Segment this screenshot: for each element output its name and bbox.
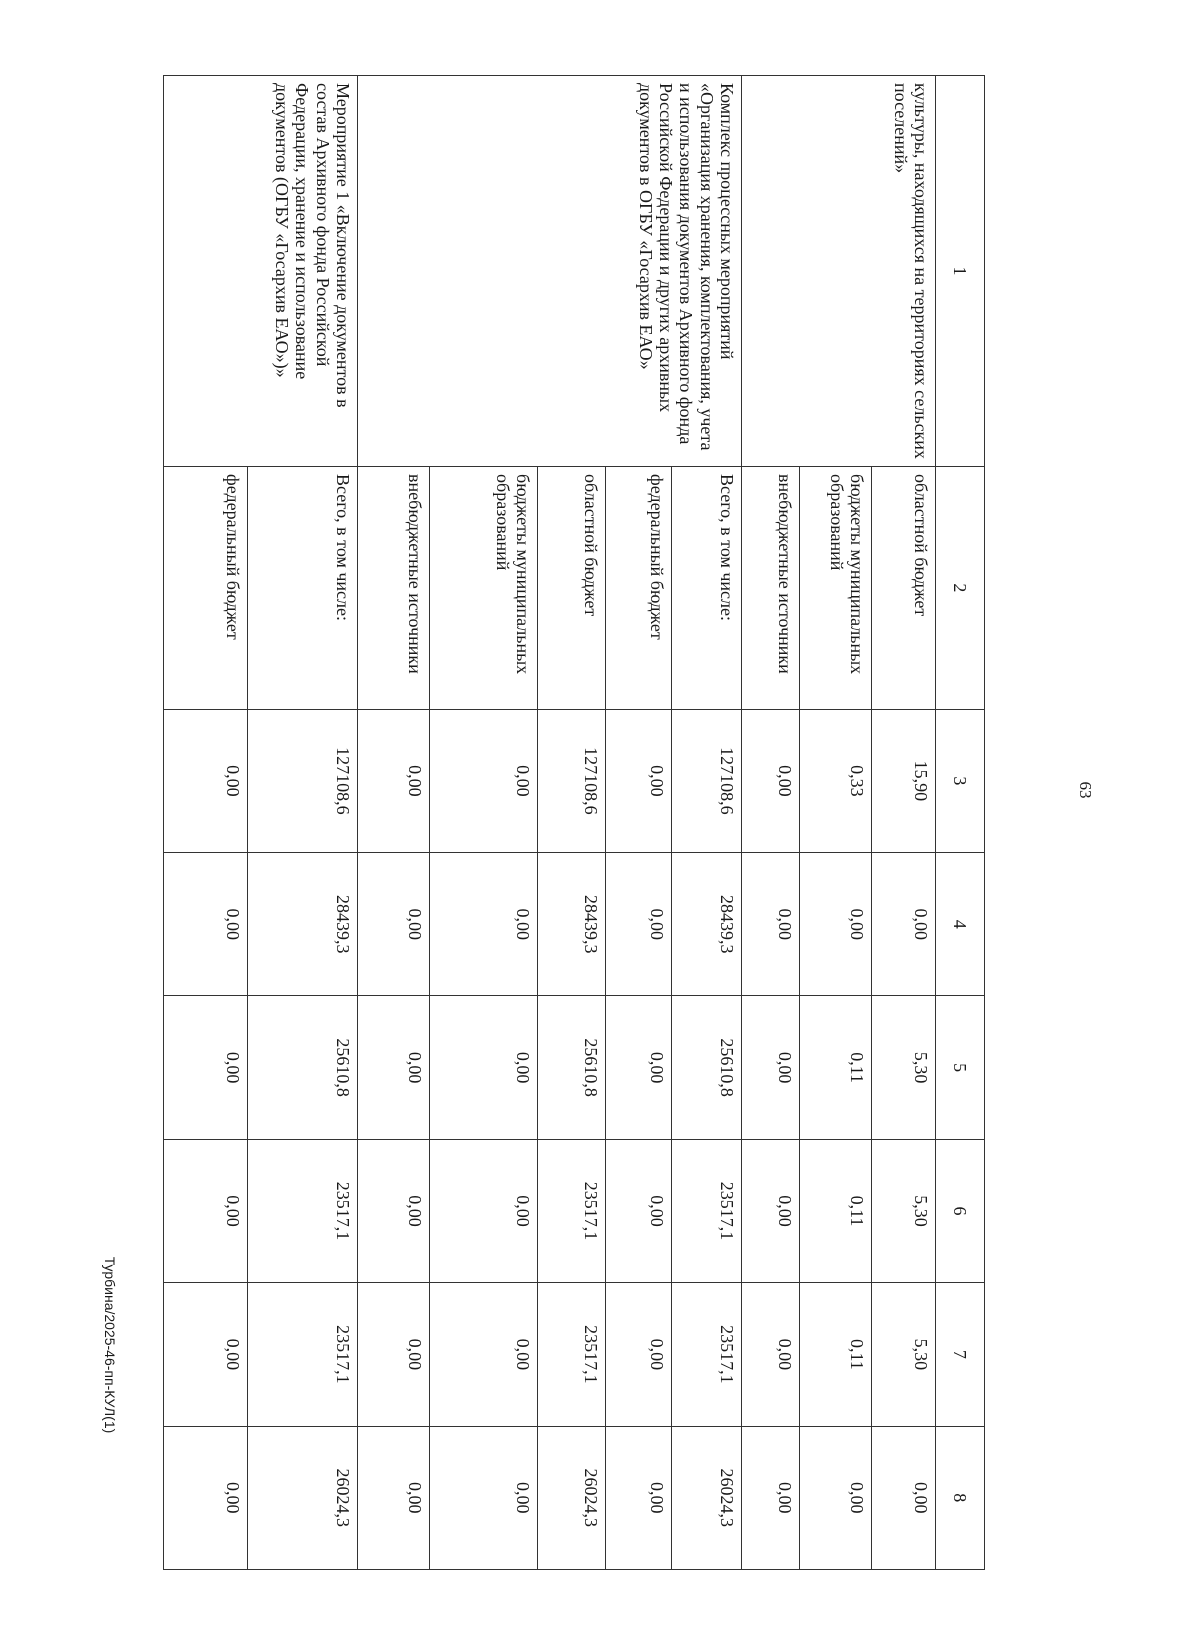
value-cell: 0,00 [606,1283,672,1426]
column-number-cell: 3 [936,709,985,852]
column-number-cell: 8 [936,1426,985,1569]
funding-source-cell: федеральный бюджет [606,467,672,710]
value-cell: 0,00 [606,853,672,996]
value-cell: 127108,6 [672,709,742,852]
value-cell: 23517,1 [672,1283,742,1426]
value-cell: 0,00 [742,1283,800,1426]
value-cell: 0,00 [606,1426,672,1569]
value-cell: 5,30 [872,1283,936,1426]
value-cell: 0,00 [358,1426,430,1569]
value-cell: 28439,3 [538,853,606,996]
value-cell: 0,00 [742,853,800,996]
value-cell: 0,00 [430,1139,538,1282]
value-cell: 0,11 [800,996,872,1139]
value-cell: 25610,8 [672,996,742,1139]
funding-source-cell: областной бюджет [872,467,936,710]
value-cell: 0,00 [164,996,248,1139]
rotated-sheet [115,75,985,1570]
value-cell: 5,30 [872,996,936,1139]
value-cell: 0,00 [742,1139,800,1282]
funding-source-cell: внебюджетные источники [742,467,800,710]
table-row [672,76,742,1570]
funding-source-cell: Всего, в том числе: [248,467,358,710]
funding-source-cell: областной бюджет [538,467,606,710]
program-name-cell: культуры, находящихся на территориях сельских поселений» [742,76,936,467]
value-cell: 23517,1 [538,1283,606,1426]
value-cell: 0,00 [606,996,672,1139]
value-cell: 0,00 [164,1139,248,1282]
value-cell: 28439,3 [672,853,742,996]
value-cell: 0,00 [164,853,248,996]
program-name-cell: Мероприятие 1 «Включение документов в состав Архивного фонда Российской Федерации, хранение и использование документов (ОГБУ «Госархив ЕАО»)» [164,76,358,467]
value-cell: 5,30 [872,1139,936,1282]
value-cell: 26024,3 [248,1426,358,1569]
value-cell: 0,00 [800,1426,872,1569]
value-cell: 0,00 [430,996,538,1139]
value-cell: 0,00 [742,709,800,852]
value-cell: 26024,3 [672,1426,742,1569]
value-cell: 0,00 [800,853,872,996]
value-cell: 26024,3 [538,1426,606,1569]
value-cell: 23517,1 [248,1283,358,1426]
value-cell: 0,00 [872,1426,936,1569]
column-number-cell: 2 [936,467,985,710]
value-cell: 0,00 [358,1139,430,1282]
column-number-cell: 1 [936,76,985,467]
value-cell: 0,00 [164,709,248,852]
column-number-cell: 7 [936,1283,985,1426]
value-cell: 127108,6 [538,709,606,852]
funding-source-cell: бюджеты муниципальных образований [800,467,872,710]
document-reference: Турбина/2025-46-пп-КУЛ(1) [102,1256,118,1434]
column-number-cell: 5 [936,996,985,1139]
value-cell: 0,00 [358,853,430,996]
value-cell: 0,00 [430,709,538,852]
page-number: 63 [1076,781,1095,799]
value-cell: 0,00 [430,1426,538,1569]
value-cell: 25610,8 [538,996,606,1139]
table-row [872,76,936,1570]
value-cell: 0,00 [358,1283,430,1426]
value-cell: 0,00 [430,853,538,996]
column-number-cell: 6 [936,1139,985,1282]
value-cell: 0,00 [430,1283,538,1426]
value-cell: 23517,1 [672,1139,742,1282]
value-cell: 0,00 [742,1426,800,1569]
budget-table [163,75,985,1570]
column-number-cell: 4 [936,853,985,996]
funding-source-cell: федеральный бюджет [164,467,248,710]
value-cell: 0,00 [164,1283,248,1426]
value-cell: 0,11 [800,1139,872,1282]
value-cell: 25610,8 [248,996,358,1139]
value-cell: 0,33 [800,709,872,852]
funding-source-cell: бюджеты муниципальных образований [430,467,538,710]
funding-source-cell: Всего, в том числе: [672,467,742,710]
funding-source-cell: внебюджетные источники [358,467,430,710]
value-cell: 0,00 [606,709,672,852]
value-cell: 15,90 [872,709,936,852]
value-cell: 0,00 [742,996,800,1139]
program-name-cell: Комплекс процессных мероприятий «Организация хранения, комплектования, учета и использования документов Архивного фонда Российской Федерации и других архивных документов в ОГБУ «Госархив ЕАО» [358,76,742,467]
value-cell: 0,00 [606,1139,672,1282]
table-header-row [936,76,985,1570]
value-cell: 23517,1 [538,1139,606,1282]
value-cell: 23517,1 [248,1139,358,1282]
value-cell: 28439,3 [248,853,358,996]
table-row [248,76,358,1570]
value-cell: 0,11 [800,1283,872,1426]
value-cell: 0,00 [872,853,936,996]
value-cell: 127108,6 [248,709,358,852]
value-cell: 0,00 [164,1426,248,1569]
value-cell: 0,00 [358,996,430,1139]
value-cell: 0,00 [358,709,430,852]
